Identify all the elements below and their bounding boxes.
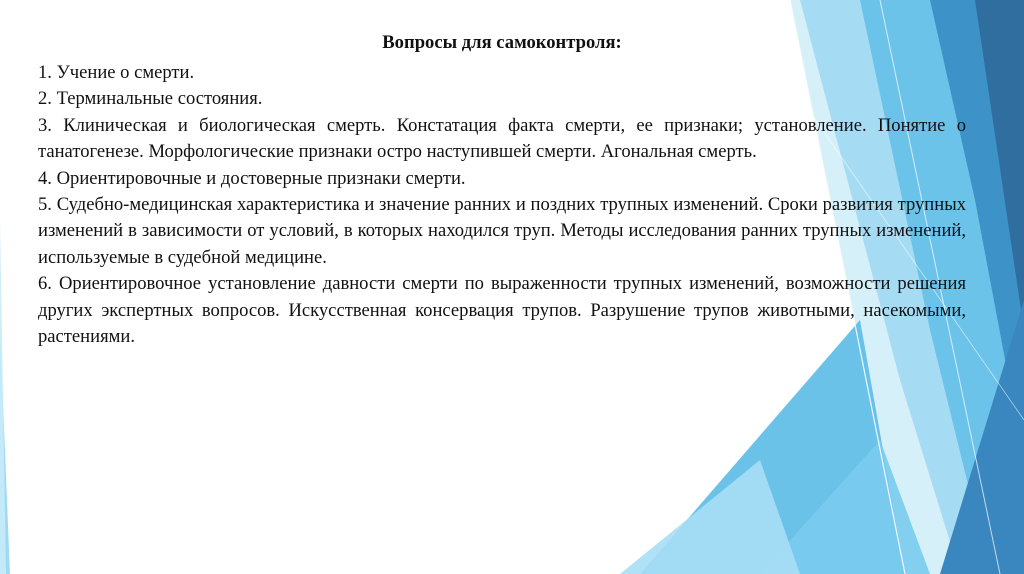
question-item-1: 1. Учение о смерти. <box>38 62 195 83</box>
question-item-5: 5. Судебно-медицинская характеристика и значение ранних и поздних трупных изменений. Сроки развития трупных изменений в зависимости от условий, в которых находился труп. Методы исследования ранних трупных изменений, используемые в судебной медицине. <box>38 194 966 268</box>
question-item-3: 3. Клиническая и биологическая смерть. Констатация факта смерти, ее признаки; установление. Понятие о танатогенезе. Морфологические признаки остро наступившей смерти. Агональная смерть. <box>38 114 966 163</box>
left-edge-strip-faint <box>0 220 6 574</box>
slide-content <box>38 30 966 350</box>
question-item-2: 2. Терминальные состояния. <box>38 88 263 110</box>
slide-title: Вопросы для самоконтроля: <box>382 32 622 53</box>
question-item-6: 6. Ориентировочное установление давности смерти по выраженности трупных изменений, возможности решения других экспертных вопросов. Искусственная консервация трупов. Разрушение трупов животными, насекомыми, растениями. <box>38 273 966 348</box>
question-item-4: 4. Ориентировочные и достоверные признаки смерти. <box>38 167 466 189</box>
